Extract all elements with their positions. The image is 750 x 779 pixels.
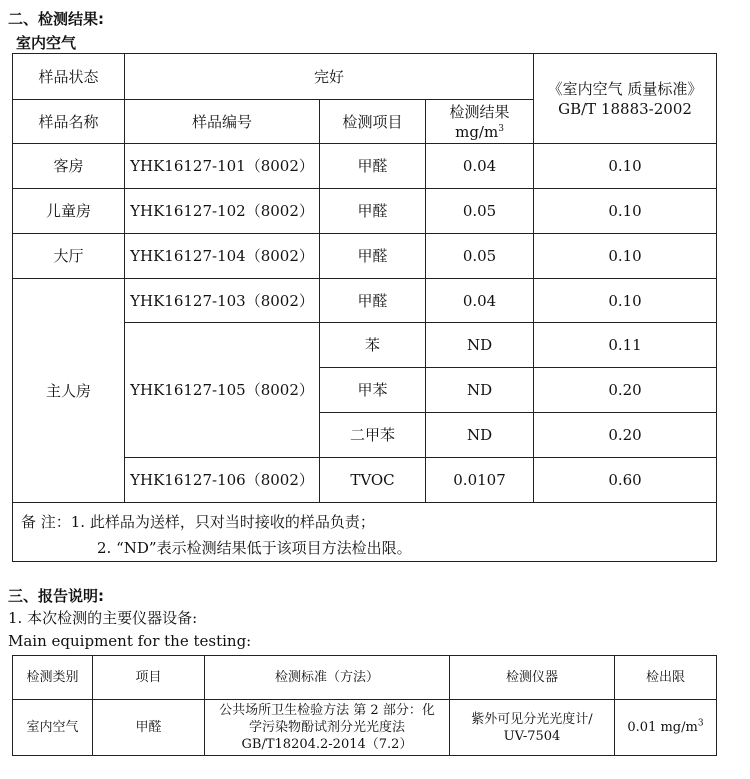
- table-row: [13, 234, 717, 279]
- eq-header-category: 检测类别: [13, 656, 93, 700]
- eq-header-standard: 检测标准（方法）: [205, 656, 450, 700]
- eq-header-item: 项目: [93, 656, 205, 700]
- row-limit: 0.20: [534, 368, 717, 413]
- standard-cell: [534, 54, 717, 144]
- header-item: 检测项目: [320, 100, 426, 144]
- row-item: 甲醛: [320, 189, 426, 234]
- table-row: [13, 189, 717, 234]
- row-result: ND: [426, 413, 534, 458]
- row-result: ND: [426, 368, 534, 413]
- eq-limit: 0.01 $mg/m^3$: [615, 700, 717, 756]
- row-limit: 0.20: [534, 413, 717, 458]
- eq-standard-line1: 公共场所卫生检验方法 第 2 部分：化: [219, 703, 435, 718]
- row-code: YHK16127-102（8002）: [125, 189, 320, 234]
- section3-line1: 1. 本次检测的主要仪器设备:: [8, 609, 198, 627]
- row-item: 苯: [320, 323, 426, 368]
- eq-standard-line2: 学污染物酚试剂分光光度法: [248, 720, 405, 735]
- row-code: YHK16127-105（8002）: [125, 323, 320, 458]
- note-cell: [13, 503, 717, 562]
- row-item: 甲醛: [320, 144, 426, 189]
- eq-header-instrument: 检测仪器: [450, 656, 615, 700]
- row-name: 大厅: [13, 234, 125, 279]
- row-item: 甲醛: [320, 279, 426, 323]
- header-result-unit: $mg/m^3$: [455, 122, 504, 141]
- eq-standard: [205, 700, 450, 756]
- header-name: 样品名称: [13, 100, 125, 144]
- eq-item: 甲醛: [93, 700, 205, 756]
- row-code: YHK16127-103（8002）: [125, 279, 320, 323]
- header-result: [426, 100, 534, 144]
- section2-subtitle: 室内空气: [16, 34, 77, 52]
- eq-instrument: [450, 700, 615, 756]
- row-result: 0.04: [426, 279, 534, 323]
- row-result: 0.05: [426, 189, 534, 234]
- state-value: 完好: [125, 54, 534, 100]
- results-table: [12, 53, 717, 562]
- row-limit: 0.10: [534, 189, 717, 234]
- section3-line2: Main equipment for the testing:: [8, 632, 252, 650]
- note-line1: 备 注：1. 此样品为送样，只对当时接收的样品负责；: [21, 513, 375, 531]
- standard-line2: GB/T 18883-2002: [558, 99, 692, 118]
- header-result-label: 检测结果: [449, 102, 510, 121]
- section2-title: 二、检测结果:: [8, 10, 104, 28]
- row-result: 0.05: [426, 234, 534, 279]
- row-code: YHK16127-106（8002）: [125, 458, 320, 503]
- header-code: 样品编号: [125, 100, 320, 144]
- row-code: YHK16127-104（8002）: [125, 234, 320, 279]
- section3-title: 三、报告说明:: [8, 587, 104, 605]
- equipment-table: [12, 655, 717, 756]
- table-row: [13, 144, 717, 189]
- row-result: 0.04: [426, 144, 534, 189]
- row-result: ND: [426, 323, 534, 368]
- row-name: 儿童房: [13, 189, 125, 234]
- note-line2: 2. “ND”表示检测结果低于该项目方法检出限。: [97, 539, 412, 557]
- eq-header-limit: 检出限: [615, 656, 717, 700]
- master-name: 主人房: [13, 279, 125, 503]
- standard-line1: 《室内空气 质量标准》: [547, 79, 703, 98]
- row-limit: 0.60: [534, 458, 717, 503]
- row-result: 0.0107: [426, 458, 534, 503]
- eq-instrument-line2: UV-7504: [503, 728, 561, 744]
- eq-standard-line3: GB/T18204.2-2014（7.2）: [241, 737, 413, 752]
- row-limit: 0.10: [534, 234, 717, 279]
- table-row: [13, 279, 717, 323]
- eq-instrument-line1: 紫外可见分光光度计/: [471, 711, 593, 727]
- row-limit: 0.10: [534, 279, 717, 323]
- row-name: 客房: [13, 144, 125, 189]
- eq-category: 室内空气: [13, 700, 93, 756]
- table-row: [13, 700, 717, 756]
- row-limit: 0.11: [534, 323, 717, 368]
- row-item: 甲醛: [320, 234, 426, 279]
- row-code: YHK16127-101（8002）: [125, 144, 320, 189]
- row-item: 二甲苯: [320, 413, 426, 458]
- state-label: 样品状态: [13, 54, 125, 100]
- row-limit: 0.10: [534, 144, 717, 189]
- row-item: 甲苯: [320, 368, 426, 413]
- row-item: TVOC: [320, 458, 426, 503]
